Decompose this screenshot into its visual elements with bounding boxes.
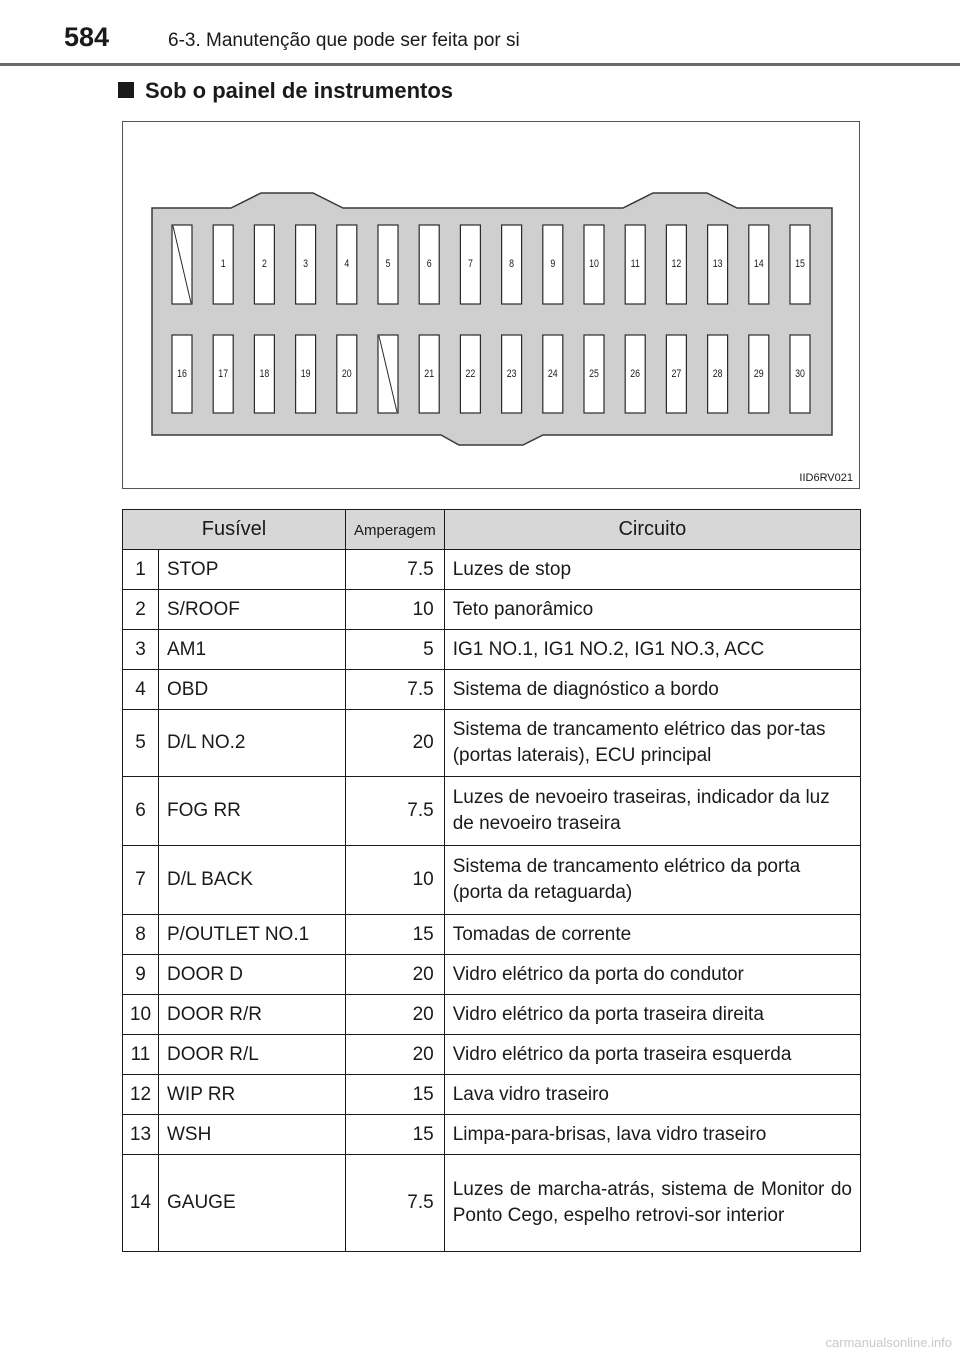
fuse-number-label: 3 — [303, 258, 309, 271]
amperage-cell: 10 — [346, 846, 445, 915]
fuse-name-cell: FOG RR — [159, 777, 346, 846]
chapter-title: 6-3. Manutenção que pode ser feita por si — [168, 30, 520, 51]
fuse-number-cell: 10 — [123, 995, 159, 1035]
circuit-cell: Sistema de diagnóstico a bordo — [444, 670, 860, 710]
table-row — [123, 1155, 861, 1252]
header-rule — [0, 63, 960, 66]
circuit-cell: Limpa-para-brisas, lava vidro traseiro — [444, 1115, 860, 1155]
table-row — [123, 846, 861, 915]
amperage-cell: 15 — [346, 1075, 445, 1115]
fuse-number-label: 8 — [509, 258, 515, 271]
square-bullet-icon — [118, 82, 134, 98]
fuse-name-cell: D/L NO.2 — [159, 710, 346, 777]
fuse-number-cell: 8 — [123, 915, 159, 955]
table-row — [123, 915, 861, 955]
fuse-number-cell: 2 — [123, 590, 159, 630]
fuse-name-cell: WSH — [159, 1115, 346, 1155]
fuse-number-label: 7 — [467, 258, 473, 271]
circuit-cell: Teto panorâmico — [444, 590, 860, 630]
amperage-cell: 5 — [346, 630, 445, 670]
fuse-number-label: 15 — [795, 258, 805, 271]
fuse-number-label: 4 — [344, 258, 350, 271]
table-row — [123, 1115, 861, 1155]
circuit-cell: Luzes de stop — [444, 550, 860, 590]
fuse-table — [122, 509, 861, 1252]
fuse-number-cell: 14 — [123, 1155, 159, 1252]
fuse-number-label: 13 — [712, 258, 723, 271]
fuse-number-cell: 12 — [123, 1075, 159, 1115]
table-row — [123, 777, 861, 846]
fuse-number-label: 22 — [465, 368, 476, 381]
circuit-cell: Luzes de marcha-atrás, sistema de Monitor do Ponto Cego, espelho retrovi-sor interior — [444, 1155, 860, 1252]
fuse-number-label: 5 — [385, 258, 391, 271]
fuse-name-cell: WIP RR — [159, 1075, 346, 1115]
fuse-number-label: 6 — [426, 258, 432, 271]
fuse-number-label: 26 — [630, 368, 641, 381]
table-row — [123, 670, 861, 710]
fuse-name-cell: GAUGE — [159, 1155, 346, 1252]
table-row — [123, 550, 861, 590]
fuse-name-cell: S/ROOF — [159, 590, 346, 630]
amperage-cell: 20 — [346, 955, 445, 995]
amperage-cell: 20 — [346, 995, 445, 1035]
figure-code: IID6RV021 — [799, 472, 853, 484]
header-circuit: Circuito — [444, 510, 860, 550]
fuse-number-cell: 13 — [123, 1115, 159, 1155]
fuse-name-cell: P/OUTLET NO.1 — [159, 915, 346, 955]
table-row — [123, 1075, 861, 1115]
circuit-cell: Sistema de trancamento elétrico das por-tas (portas laterais), ECU principal — [444, 710, 860, 777]
fuse-number-label: 1 — [220, 258, 226, 271]
amperage-cell: 7.5 — [346, 670, 445, 710]
fuse-name-cell: D/L BACK — [159, 846, 346, 915]
amperage-cell: 20 — [346, 710, 445, 777]
table-header-row — [123, 510, 861, 550]
amperage-cell: 15 — [346, 1115, 445, 1155]
fuse-number-cell: 4 — [123, 670, 159, 710]
header-amperage — [346, 510, 445, 550]
header-fuse: Fusível — [123, 510, 346, 550]
fuse-number-cell: 7 — [123, 846, 159, 915]
fuse-number-cell: 5 — [123, 710, 159, 777]
fuse-number-label: 14 — [753, 258, 764, 271]
fuse-number-label: 20 — [341, 368, 352, 381]
fuse-number-label: 2 — [261, 258, 267, 271]
fuse-number-label: 25 — [589, 368, 599, 381]
footer-watermark: carmanualsonline.info — [825, 1335, 952, 1350]
circuit-cell: Tomadas de corrente — [444, 915, 860, 955]
amperage-cell: 7.5 — [346, 550, 445, 590]
amperage-cell: 15 — [346, 915, 445, 955]
circuit-cell: Vidro elétrico da porta do condutor — [444, 955, 860, 995]
fuse-number-cell: 9 — [123, 955, 159, 995]
circuit-cell: Luzes de nevoeiro traseiras, indicador da luz de nevoeiro traseira — [444, 777, 860, 846]
fuse-number-label: 9 — [550, 258, 556, 271]
fuse-name-cell: DOOR D — [159, 955, 346, 995]
fuse-box-diagram — [123, 122, 859, 488]
circuit-cell: Sistema de trancamento elétrico da porta (porta da retaguarda) — [444, 846, 860, 915]
header-amperage-text: Amperagem — [354, 522, 436, 539]
circuit-cell: Lava vidro traseiro — [444, 1075, 860, 1115]
amperage-cell: 7.5 — [346, 777, 445, 846]
fuse-number-label: 11 — [630, 258, 640, 271]
table-row — [123, 955, 861, 995]
circuit-cell: Vidro elétrico da porta traseira esquerda — [444, 1035, 860, 1075]
fuse-name-cell: AM1 — [159, 630, 346, 670]
fuse-number-label: 30 — [795, 368, 805, 381]
fuse-number-label: 24 — [547, 368, 558, 381]
fuse-box-figure — [122, 121, 860, 489]
fuse-number-label: 21 — [424, 368, 435, 381]
fuse-name-cell: DOOR R/L — [159, 1035, 346, 1075]
fuse-name-cell: OBD — [159, 670, 346, 710]
table-row — [123, 995, 861, 1035]
table-row — [123, 630, 861, 670]
fuse-number-label: 18 — [259, 368, 270, 381]
section-heading — [118, 78, 453, 104]
fuse-number-label: 17 — [218, 368, 229, 381]
amperage-cell: 10 — [346, 590, 445, 630]
section-heading-text: Sob o painel de instrumentos — [145, 78, 454, 103]
fuse-number-label: 28 — [712, 368, 723, 381]
fuse-name-cell: DOOR R/R — [159, 995, 346, 1035]
fuse-number-cell: 1 — [123, 550, 159, 590]
amperage-cell: 20 — [346, 1035, 445, 1075]
fuse-number-cell: 6 — [123, 777, 159, 846]
table-row — [123, 590, 861, 630]
fuse-number-cell: 3 — [123, 630, 159, 670]
circuit-cell: IG1 NO.1, IG1 NO.2, IG1 NO.3, ACC — [444, 630, 860, 670]
fuse-number-label: 10 — [589, 258, 599, 271]
fuse-number-label: 23 — [506, 368, 517, 381]
table-row — [123, 1035, 861, 1075]
page-header — [0, 0, 960, 66]
circuit-cell: Vidro elétrico da porta traseira direita — [444, 995, 860, 1035]
fuse-number-cell: 11 — [123, 1035, 159, 1075]
fuse-number-label: 19 — [300, 368, 311, 381]
fuse-name-cell: STOP — [159, 550, 346, 590]
fuse-number-label: 16 — [177, 368, 187, 381]
amperage-cell: 7.5 — [346, 1155, 445, 1252]
page-number: 584 — [64, 22, 110, 52]
fuse-number-label: 12 — [671, 258, 682, 271]
fuse-number-label: 29 — [753, 368, 764, 381]
fuse-number-label: 27 — [671, 368, 682, 381]
table-row — [123, 710, 861, 777]
